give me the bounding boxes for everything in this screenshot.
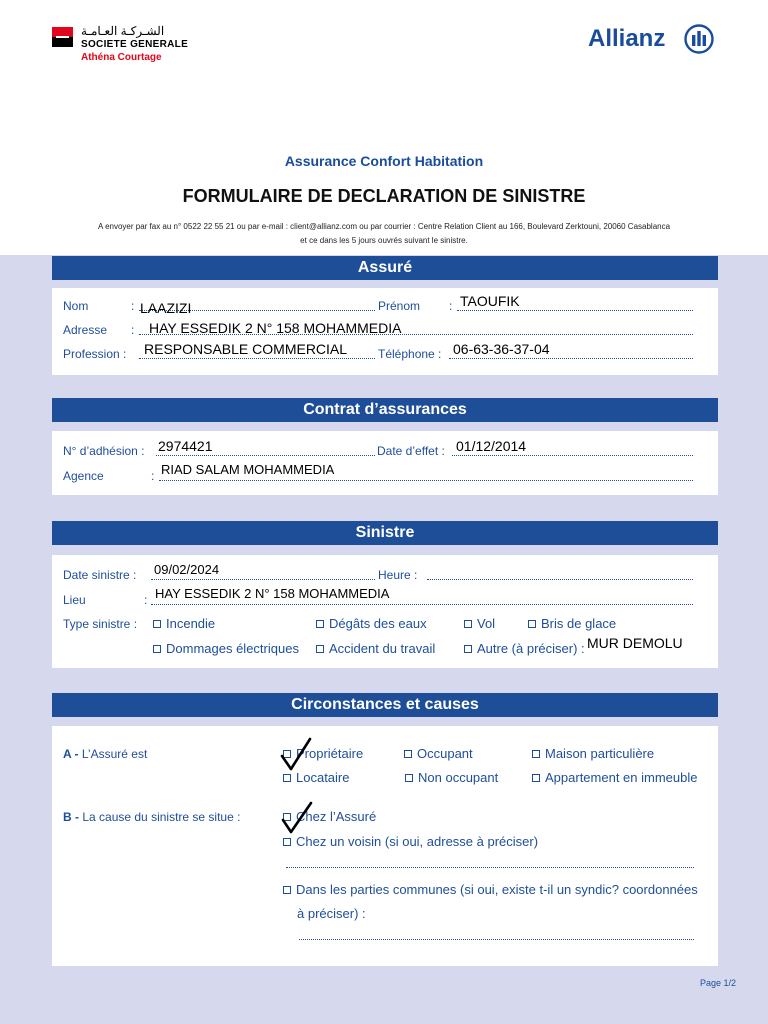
agence-colon: : (151, 469, 155, 483)
a-appartement-checkbox[interactable] (532, 770, 697, 785)
heure-field[interactable] (427, 578, 693, 580)
prenom-label: Prénom (378, 299, 421, 313)
checkbox-icon (404, 750, 412, 758)
page-number: Page 1/2 (700, 978, 737, 988)
question-b (63, 810, 240, 824)
section-contrat-panel (52, 431, 718, 495)
sg-name: SOCIETE GENERALE (81, 39, 189, 50)
prenom-field[interactable] (457, 309, 693, 311)
type-accident-travail-checkbox[interactable] (316, 641, 435, 656)
voisin-address-field[interactable] (286, 866, 694, 868)
type-dommages-electriques-checkbox[interactable] (153, 641, 299, 656)
prenom-colon: : (449, 299, 453, 313)
b-chez-voisin-label: Chez un voisin (si oui, adresse à préciser) (296, 834, 539, 849)
heure-label: Heure : (378, 568, 418, 582)
checkbox-icon (528, 620, 536, 628)
telephone-label: Téléphone : (378, 347, 442, 361)
sg-subtitle: Athéna Courtage (81, 52, 162, 63)
type-sinistre-label: Type sinistre : (63, 617, 138, 631)
date-sinistre-label: Date sinistre : (63, 568, 137, 582)
question-b-label: La cause du sinistre se situe : (82, 810, 241, 824)
type-incendie-checkbox[interactable] (153, 616, 215, 631)
date-sinistre-field[interactable] (151, 578, 375, 580)
agence-field[interactable] (159, 479, 693, 481)
syndic-details-field[interactable] (299, 938, 694, 940)
type-vol-checkbox[interactable] (464, 616, 495, 631)
instructions-line-2: et ce dans les 5 jours ouvrés suivant le sinistre. (300, 236, 468, 245)
a-non-occupant-label: Non occupant (418, 770, 499, 785)
adresse-value: HAY ESSEDIK 2 N° 158 MOHAMMEDIA (149, 320, 402, 336)
checkbox-icon (283, 838, 291, 846)
form-title: FORMULAIRE DE DECLARATION DE SINISTRE (182, 186, 586, 206)
checkbox-icon (283, 774, 291, 782)
a-locataire-label: Locataire (296, 770, 350, 785)
checkbox-icon (464, 620, 472, 628)
a-appartement-label: Appartement en immeuble (545, 770, 698, 785)
type-bris-glace-label: Bris de glace (541, 616, 617, 631)
type-accident-travail-label: Accident du travail (329, 641, 436, 656)
checkbox-icon (316, 645, 324, 653)
checkbox-icon (283, 886, 291, 894)
type-degats-eaux-checkbox[interactable] (316, 616, 427, 631)
question-a-label: L’Assuré est (81, 747, 148, 761)
a-occupant-label: Occupant (417, 746, 473, 761)
section-circonstances-header: Circonstances et causes (52, 693, 718, 717)
checkbox-icon (405, 774, 413, 782)
sg-arabic-name: الشـركـة العـامـة (81, 24, 165, 38)
sg-logo-mark (52, 27, 73, 47)
type-dommages-electriques-label: Dommages électriques (166, 641, 299, 656)
section-assure-header: Assuré (52, 256, 718, 280)
agence-value: RIAD SALAM MOHAMMEDIA (161, 462, 335, 477)
allianz-wordmark: Allianz (588, 25, 666, 52)
adhesion-value: 2974421 (158, 438, 213, 454)
checkbox-icon (153, 620, 161, 628)
checkbox-icon (316, 620, 324, 628)
nom-value: LAAZIZI (140, 300, 192, 316)
profession-label: Profession : (63, 347, 127, 361)
profession-field[interactable] (139, 357, 375, 359)
b-parties-communes-label: Dans les parties communes (si oui, existe t-il un syndic? coordonnées (296, 882, 698, 897)
a-proprietaire-label: Propriétaire (296, 746, 364, 761)
date-effet-value: 01/12/2014 (456, 438, 527, 454)
question-a-prefix: A - (63, 747, 79, 761)
lieu-value: HAY ESSEDIK 2 N° 158 MOHAMMEDIA (155, 586, 390, 601)
lieu-field[interactable] (151, 603, 693, 605)
lieu-colon: : (144, 593, 148, 607)
nom-colon: : (131, 299, 135, 313)
question-a (63, 747, 147, 761)
telephone-field[interactable] (449, 357, 693, 359)
telephone-value: 06-63-36-37-04 (453, 341, 550, 357)
type-autre-value: MUR DEMOLU (587, 635, 683, 651)
prenom-value: TAOUFIK (460, 293, 520, 309)
agence-label: Agence (63, 469, 104, 483)
date-sinistre-value: 09/02/2024 (154, 562, 220, 577)
checkbox-icon (532, 774, 540, 782)
checkmark-chez-assure-icon (280, 800, 314, 836)
checkbox-icon (532, 750, 540, 758)
form-subtitle: Assurance Confort Habitation (284, 153, 484, 169)
type-autre-checkbox[interactable] (464, 641, 585, 656)
adhesion-field[interactable] (156, 454, 375, 456)
date-effet-label: Date d’effet : (377, 444, 445, 458)
b-parties-communes-continued: à préciser) : (297, 906, 366, 921)
b-chez-assure-label: Chez l’Assuré (296, 809, 377, 824)
checkbox-icon (464, 645, 472, 653)
section-sinistre-header: Sinistre (52, 521, 718, 545)
adresse-label: Adresse (63, 323, 108, 337)
checkbox-icon (153, 645, 161, 653)
section-contrat-header: Contrat d’assurances (52, 398, 718, 422)
nom-label: Nom (63, 299, 89, 313)
lieu-label: Lieu (63, 593, 86, 607)
adhesion-label: N° d’adhésion : (63, 444, 145, 458)
checkmark-proprietaire-icon (279, 736, 313, 772)
b-parties-communes-checkbox[interactable] (283, 882, 698, 897)
question-b-prefix: B - (63, 810, 79, 824)
type-autre-label: Autre (à préciser) : (477, 641, 585, 656)
a-maison-checkbox[interactable] (532, 746, 654, 761)
adresse-colon: : (131, 323, 135, 337)
a-maison-label: Maison particulière (545, 746, 655, 761)
type-vol-label: Vol (477, 616, 496, 631)
instructions-line-1: A envoyer par fax au n° 0522 22 55 21 ou par e-mail : client@allianz.com ou par courrier : Centre Relation Client au 166, Boulevard Zerktouni, 20060 Casablanca (97, 222, 671, 231)
submission-instructions (40, 220, 728, 248)
type-bris-glace-checkbox[interactable] (528, 616, 616, 631)
a-occupant-checkbox[interactable] (404, 746, 473, 761)
b-chez-voisin-checkbox[interactable] (283, 834, 538, 849)
type-incendie-label: Incendie (166, 616, 216, 631)
profession-value: RESPONSABLE COMMERCIAL (144, 341, 348, 357)
allianz-eagle-icon (684, 24, 714, 54)
date-effet-field[interactable] (452, 454, 693, 456)
a-locataire-checkbox[interactable] (283, 770, 349, 785)
type-degats-eaux-label: Dégâts des eaux (329, 616, 427, 631)
a-non-occupant-checkbox[interactable] (405, 770, 498, 785)
